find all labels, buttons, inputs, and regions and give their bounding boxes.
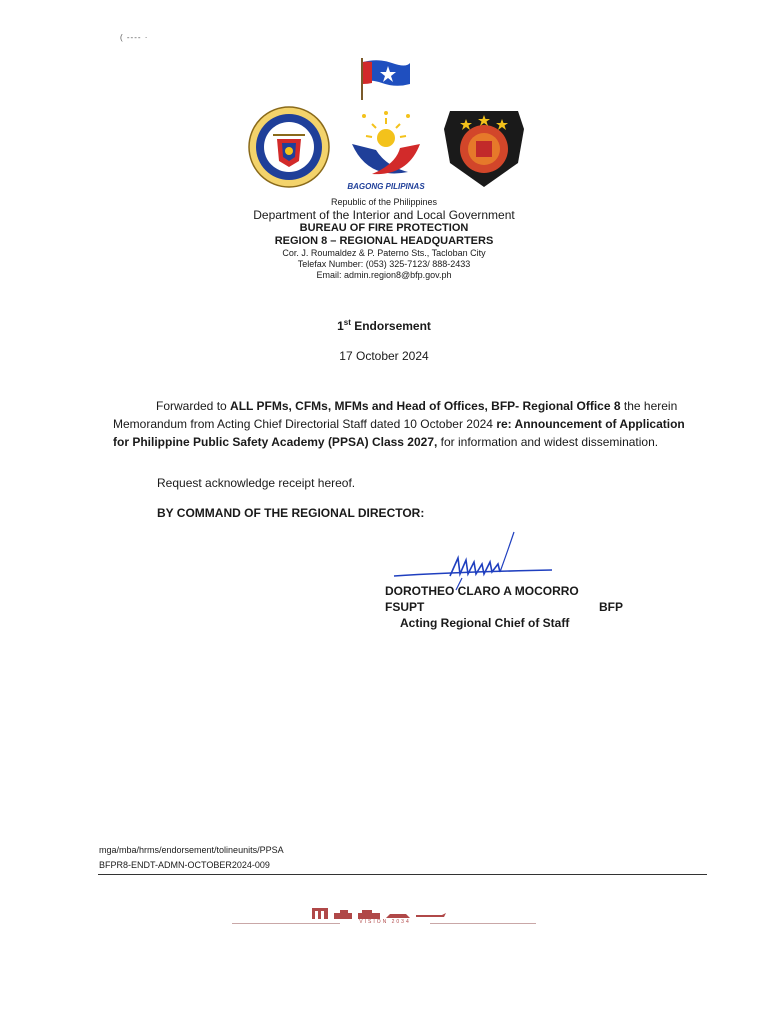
department-line: Department of the Interior and Local Government: [253, 208, 515, 222]
endorsement-title: 1st Endorsement: [337, 318, 431, 333]
bfp-seal-icon: [247, 105, 331, 189]
signatory-rank: FSUPT: [385, 600, 425, 614]
footer-divider: [98, 874, 707, 875]
command-line: BY COMMAND OF THE REGIONAL DIRECTOR:: [157, 506, 425, 520]
signatory-agency: BFP: [599, 600, 623, 614]
email-line: Email: admin.region8@bfp.gov.ph: [316, 270, 452, 280]
reference-path: mga/mba/hrms/endorsement/tolineunits/PPSA: [99, 845, 284, 855]
republic-line: Republic of the Philippines: [330, 197, 438, 207]
reference-code: BFPR8-ENDT-ADMN-OCTOBER2024-009: [99, 860, 270, 870]
signatory-name: DOROTHEO CLARO A MOCORRO: [385, 584, 579, 598]
signature-icon: [392, 528, 562, 592]
document-date: 17 October 2024: [339, 349, 429, 363]
bureau-line: BUREAU OF FIRE PROTECTION: [299, 222, 469, 234]
region-line: REGION 8 – REGIONAL HEADQUARTERS: [274, 235, 494, 247]
vision-label: VISION 2034: [340, 919, 430, 925]
flag-icon: [358, 56, 412, 102]
bagong-pilipinas-icon: [348, 110, 424, 182]
address-line: Cor. J. Roumaldez & P. Paterno Sts., Tacloban City: [282, 248, 486, 258]
bagong-pilipinas-caption: BAGONG PILIPINAS: [347, 182, 425, 191]
letterhead: [184, 197, 584, 281]
request-line: Request acknowledge receipt hereof.: [157, 476, 356, 490]
region8-badge-icon: [440, 105, 528, 189]
signatory-title: Acting Regional Chief of Staff: [400, 616, 570, 630]
body-paragraph: Forwarded to ALL PFMs, CFMs, MFMs and Head of Offices, BFP- Regional Office 8 the herein Memorandum from Acting Chief Directorial Staff dated 10 October 2024 re: Announcement of Application for Philippine Public Safety Academy (PPSA) Class 2027, for information and widest dissemination.: [113, 399, 685, 449]
scan-mark: ( ---- ·: [120, 33, 149, 42]
telefax-line: Telefax Number: (053) 325-7123/ 888-2433: [297, 259, 471, 269]
